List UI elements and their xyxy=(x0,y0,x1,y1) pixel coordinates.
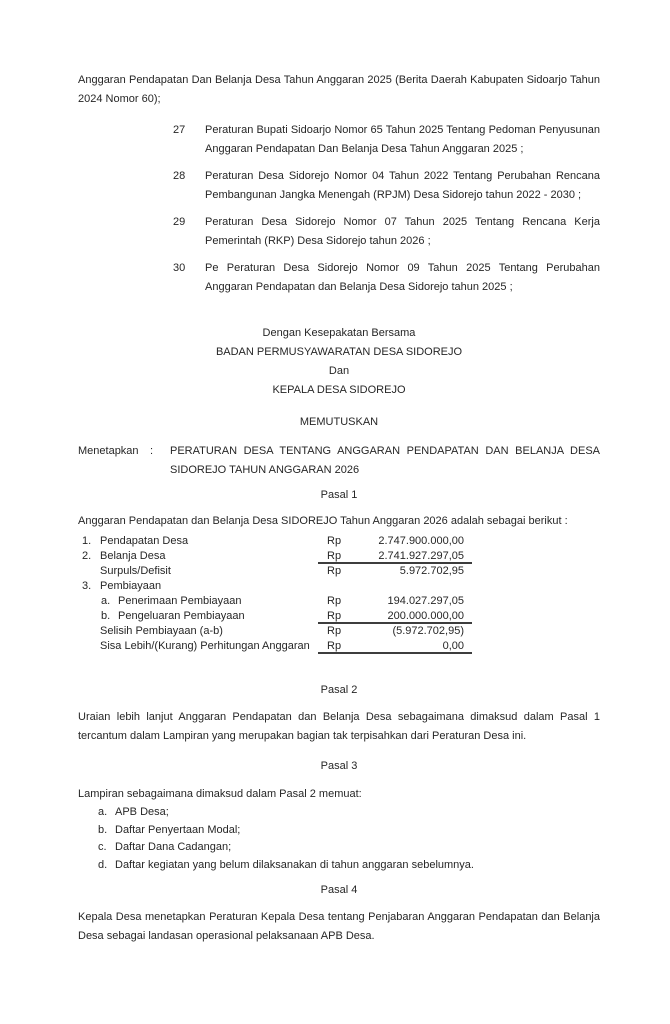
memutuskan-heading: MEMUTUSKAN xyxy=(299,416,379,428)
budget-money-cell xyxy=(318,564,472,579)
budget-table xyxy=(78,534,472,654)
legal-item-29 xyxy=(78,213,600,251)
budget-currency: Rp xyxy=(327,535,342,547)
lettered-item-a xyxy=(78,804,600,822)
agreement-block xyxy=(78,324,600,400)
legal-item-number: 30 xyxy=(173,262,186,274)
agreement-line-3: Dan xyxy=(328,365,350,377)
pasal-1-heading: Pasal 1 xyxy=(320,489,358,501)
legal-item-number: 28 xyxy=(173,170,186,182)
budget-currency: Rp xyxy=(327,595,342,607)
budget-row-label: Penerimaan Pembiayaan xyxy=(118,595,242,607)
agreement-line-4: KEPALA DESA SIDOREJO xyxy=(272,384,406,396)
legal-item-number: 29 xyxy=(173,216,186,228)
agreement-line-2: BADAN PERMUSYAWARATAN DESA SIDOREJO xyxy=(215,346,463,358)
budget-row-number xyxy=(82,624,100,639)
budget-row-label: Surpuls/Defisit xyxy=(100,565,171,577)
pasal-4-paragraph: Kepala Desa menetapkan Peraturan Kepala Desa tentang Penjabaran Anggaran Pendapatan dan Belanja Desa sebagai landasan operasional pelaksanaan APB Desa. xyxy=(78,911,600,942)
budget-money-cell xyxy=(318,579,472,594)
budget-amount xyxy=(353,579,472,594)
menetapkan-label: Menetapkan xyxy=(78,445,139,457)
budget-row-number xyxy=(82,639,100,654)
budget-amount: 5.972.702,95 xyxy=(399,565,464,577)
budget-row-label: Pembiayaan xyxy=(100,580,162,592)
lettered-item-letter: d. xyxy=(98,858,108,871)
budget-row-label: Sisa Lebih/(Kurang) Perhitungan Anggaran xyxy=(100,640,310,652)
budget-row-label: Selisih Pembiayaan (a-b) xyxy=(100,625,223,637)
pasal-3-heading: Pasal 3 xyxy=(320,760,358,772)
pasal-4-heading: Pasal 4 xyxy=(320,884,358,896)
budget-row-label: Belanja Desa xyxy=(100,550,166,562)
budget-row-number: 3. xyxy=(82,580,92,592)
budget-money-cell xyxy=(318,639,472,654)
lettered-item-d xyxy=(78,857,600,875)
legal-item-text: Peraturan Desa Sidorejo Nomor 07 Tahun 2025 Tentang Rencana Kerja Pemerintah (RKP) Desa Sidorejo tahun 2026 ; xyxy=(205,216,600,247)
budget-row-belanja xyxy=(78,549,472,564)
lettered-item-c xyxy=(78,839,600,857)
lettered-item-text: Daftar Penyertaan Modal; xyxy=(115,823,241,836)
budget-currency: Rp xyxy=(327,625,342,637)
budget-money-cell xyxy=(318,534,472,549)
pasal-3-intro: Lampiran sebagaimana dimaksud dalam Pasal 2 memuat: xyxy=(78,788,362,800)
pasal-2-paragraph: Uraian lebih lanjut Anggaran Pendapatan dan Belanja Desa sebagaimana dimaksud dalam Pasal 1 tercantum dalam Lampiran yang merupakan bagian tak terpisahkan dari Peraturan Desa ini. xyxy=(78,711,600,742)
budget-currency xyxy=(327,579,353,594)
budget-row-selisih-pembiayaan xyxy=(78,624,472,639)
legal-item-number: 27 xyxy=(173,124,186,136)
pasal-1-intro: Anggaran Pendapatan dan Belanja Desa SIDOREJO Tahun Anggaran 2026 adalah sebagai berikut : xyxy=(78,515,568,527)
budget-row-pengeluaran-pembiayaan xyxy=(78,609,472,624)
lettered-item-text: APB Desa; xyxy=(115,806,169,818)
legal-item-text: Peraturan Desa Sidorejo Nomor 04 Tahun 2022 Tentang Perubahan Rencana Pembangunan Jangka Menengah (RPJM) Desa Sidorejo tahun 2022 - 2030 ; xyxy=(205,170,600,201)
intro-continuation-paragraph: Anggaran Pendapatan Dan Belanja Desa Tahun Anggaran 2025 (Berita Daerah Kabupaten Sidoarjo Tahun 2024 Nomor 60); xyxy=(78,74,600,105)
budget-row-pendapatan xyxy=(78,534,472,549)
lettered-item-letter: c. xyxy=(98,841,107,853)
budget-currency: Rp xyxy=(327,610,342,622)
budget-amount: 2.747.900.000,00 xyxy=(378,535,464,547)
menetapkan-colon: : xyxy=(150,445,154,457)
document-content xyxy=(78,71,600,957)
legal-item-27 xyxy=(78,121,600,159)
budget-row-penerimaan-pembiayaan xyxy=(78,594,472,609)
budget-currency: Rp xyxy=(327,640,342,652)
pasal-2-heading: Pasal 2 xyxy=(320,684,358,696)
budget-row-surplus-defisit xyxy=(78,564,472,579)
budget-amount: 2.741.927.297,05 xyxy=(378,550,464,562)
budget-amount: 0,00 xyxy=(442,640,464,652)
budget-row-label: Pengeluaran Pembiayaan xyxy=(118,610,245,622)
legal-item-28 xyxy=(78,167,600,205)
legal-item-text: Pe Peraturan Desa Sidorejo Nomor 09 Tahun 2025 Tentang Perubahan Anggaran Pendapatan dan Belanja Desa Sidorejo tahun 2025 ; xyxy=(205,262,600,293)
budget-row-number: 1. xyxy=(82,535,92,547)
budget-currency: Rp xyxy=(327,565,342,577)
budget-row-number xyxy=(82,564,100,579)
legal-item-text: Peraturan Bupati Sidoarjo Nomor 65 Tahun 2025 Tentang Pedoman Penyusunan Anggaran Pendapatan Dan Belanja Desa Tahun Anggaran 2025 ; xyxy=(205,124,600,155)
budget-money-cell xyxy=(318,609,472,624)
budget-amount: 200.000.000,00 xyxy=(387,610,464,622)
budget-row-pembiayaan xyxy=(78,579,472,594)
budget-row-number: 2. xyxy=(82,550,92,562)
lettered-item-b xyxy=(78,822,600,840)
budget-row-number: a. xyxy=(101,595,111,607)
budget-row-sisa-lebih xyxy=(78,639,472,654)
lettered-item-letter: a. xyxy=(98,806,108,818)
agreement-line-1: Dengan Kesepakatan Bersama xyxy=(262,327,416,339)
budget-row-number: b. xyxy=(101,610,111,622)
lettered-item-text: Daftar kegiatan yang belum dilaksanakan di tahun anggaran sebelumnya. xyxy=(115,858,474,871)
lettered-list xyxy=(78,804,600,874)
lettered-item-text: Daftar Dana Cadangan; xyxy=(115,841,232,853)
budget-money-cell xyxy=(318,594,472,609)
lettered-item-letter: b. xyxy=(98,823,108,836)
budget-row-label: Pendapatan Desa xyxy=(100,535,189,547)
menetapkan-text: PERATURAN DESA TENTANG ANGGARAN PENDAPATAN DAN BELANJA DESA SIDOREJO TAHUN ANGGARAN 2026 xyxy=(170,445,600,476)
budget-money-cell xyxy=(318,549,472,564)
legal-item-30 xyxy=(78,259,600,297)
budget-currency: Rp xyxy=(327,550,342,562)
budget-money-cell xyxy=(318,624,472,639)
budget-amount: (5.972.702,95) xyxy=(392,625,464,637)
budget-amount: 194.027.297,05 xyxy=(387,595,464,607)
menetapkan-row xyxy=(78,442,600,480)
